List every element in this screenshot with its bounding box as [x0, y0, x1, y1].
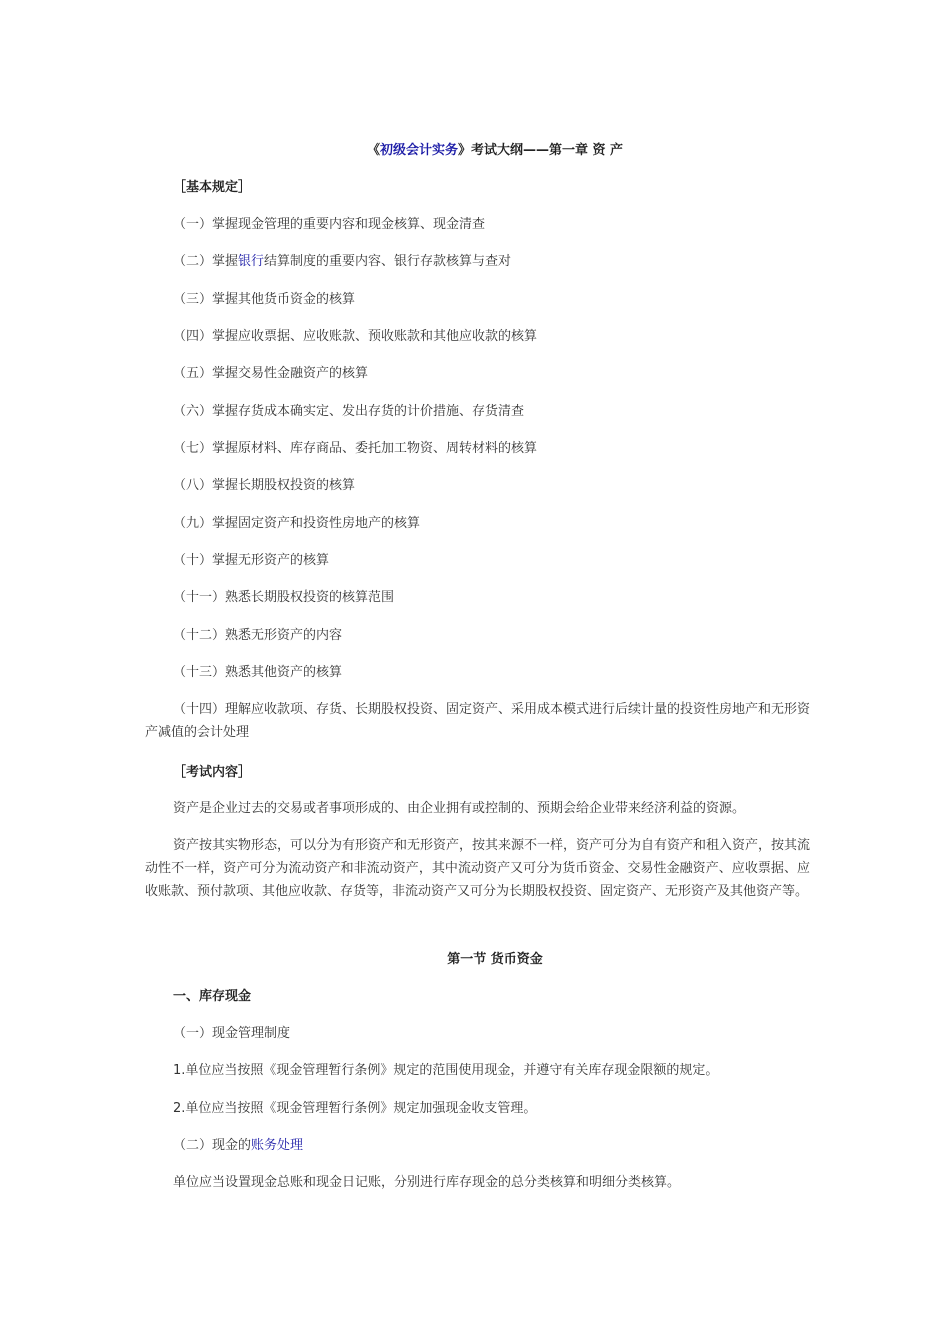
- title-link[interactable]: 初级会计实务: [379, 143, 458, 158]
- bank-link[interactable]: 银行: [238, 254, 265, 269]
- rule-item-long: （十四）理解应收款项、存货、长期股权投资、固定资产、采用成本模式进行后续计量的投资性房地产和无形资产减值的会计处理: [145, 702, 811, 740]
- rule-item: （十三）熟悉其他资产的核算: [173, 665, 343, 680]
- rule-text: （二）掌握: [173, 254, 239, 269]
- rule-item: （八）掌握长期股权投资的核算: [173, 478, 356, 493]
- subsection-text: （二）现金的: [173, 1138, 252, 1153]
- rule-item: （十二）熟悉无形资产的内容: [173, 628, 343, 643]
- rule-item: （七）掌握原材料、库存商品、委托加工物资、周转材料的核算: [173, 441, 538, 456]
- rule-item: （九）掌握固定资产和投资性房地产的核算: [173, 516, 421, 531]
- rule-item: （十一）熟悉长期股权投资的核算范围: [173, 590, 395, 605]
- rule-item: （一）掌握现金管理的重要内容和现金核算、现金清查: [173, 217, 486, 232]
- rule-item: [173, 252, 511, 271]
- title-rest: 》考试大纲——第一章 资 产: [457, 143, 624, 158]
- final-paragraph: 单位应当设置现金总账和现金日记账，分别进行库存现金的总分类核算和明细分类核算。: [173, 1175, 681, 1190]
- subsection-item: （一）现金管理制度: [173, 1026, 291, 1041]
- subsection-item: [173, 1136, 303, 1155]
- subsection-heading: 一、库存现金: [173, 989, 252, 1004]
- rule-item: （十）掌握无形资产的核算: [173, 553, 330, 568]
- exam-paragraph: 资产按其实物形态，可以分为有形资产和无形资产，按其来源不一样，资产可分为自有资产和租入资产，按其流动性不一样，资产可分为流动资产和非流动资产，其中流动资产又可分为货币资金、交易性金融资产、应收票据、应收账款、预付款项、其他应收款、存货等，非流动资产又可分为长期股权投资、固定资产、无形资产及其他资产等。: [145, 838, 811, 899]
- title-quote-open: 《: [366, 143, 380, 158]
- rule-item: （四）掌握应收票据、应收账款、预收账款和其他应收款的核算: [173, 329, 538, 344]
- section-title: 第一节 货币资金: [447, 952, 543, 967]
- numbered-item: 2.单位应当按照《现金管理暂行条例》规定加强现金收支管理。: [173, 1101, 537, 1116]
- rule-item: （三）掌握其他货币资金的核算: [173, 292, 356, 307]
- numbered-item: 1.单位应当按照《现金管理暂行条例》规定的范围使用现金，并遵守有关库存现金限额的规定。: [173, 1063, 719, 1078]
- accounting-link[interactable]: 账务处理: [251, 1138, 304, 1153]
- exam-paragraph: 资产是企业过去的交易或者事项形成的、由企业拥有或控制的、预期会给企业带来经济利益的资源。: [173, 801, 746, 816]
- document-title: [0, 141, 950, 160]
- basic-rules-heading: ［基本规定］: [173, 180, 252, 195]
- rule-item: （六）掌握存货成本确实定、发出存货的计价措施、存货清查: [173, 404, 525, 419]
- rule-text: 结算制度的重要内容、银行存款核算与查对: [264, 254, 512, 269]
- rule-item: （五）掌握交易性金融资产的核算: [173, 366, 369, 381]
- exam-content-heading: ［考试内容］: [173, 765, 252, 780]
